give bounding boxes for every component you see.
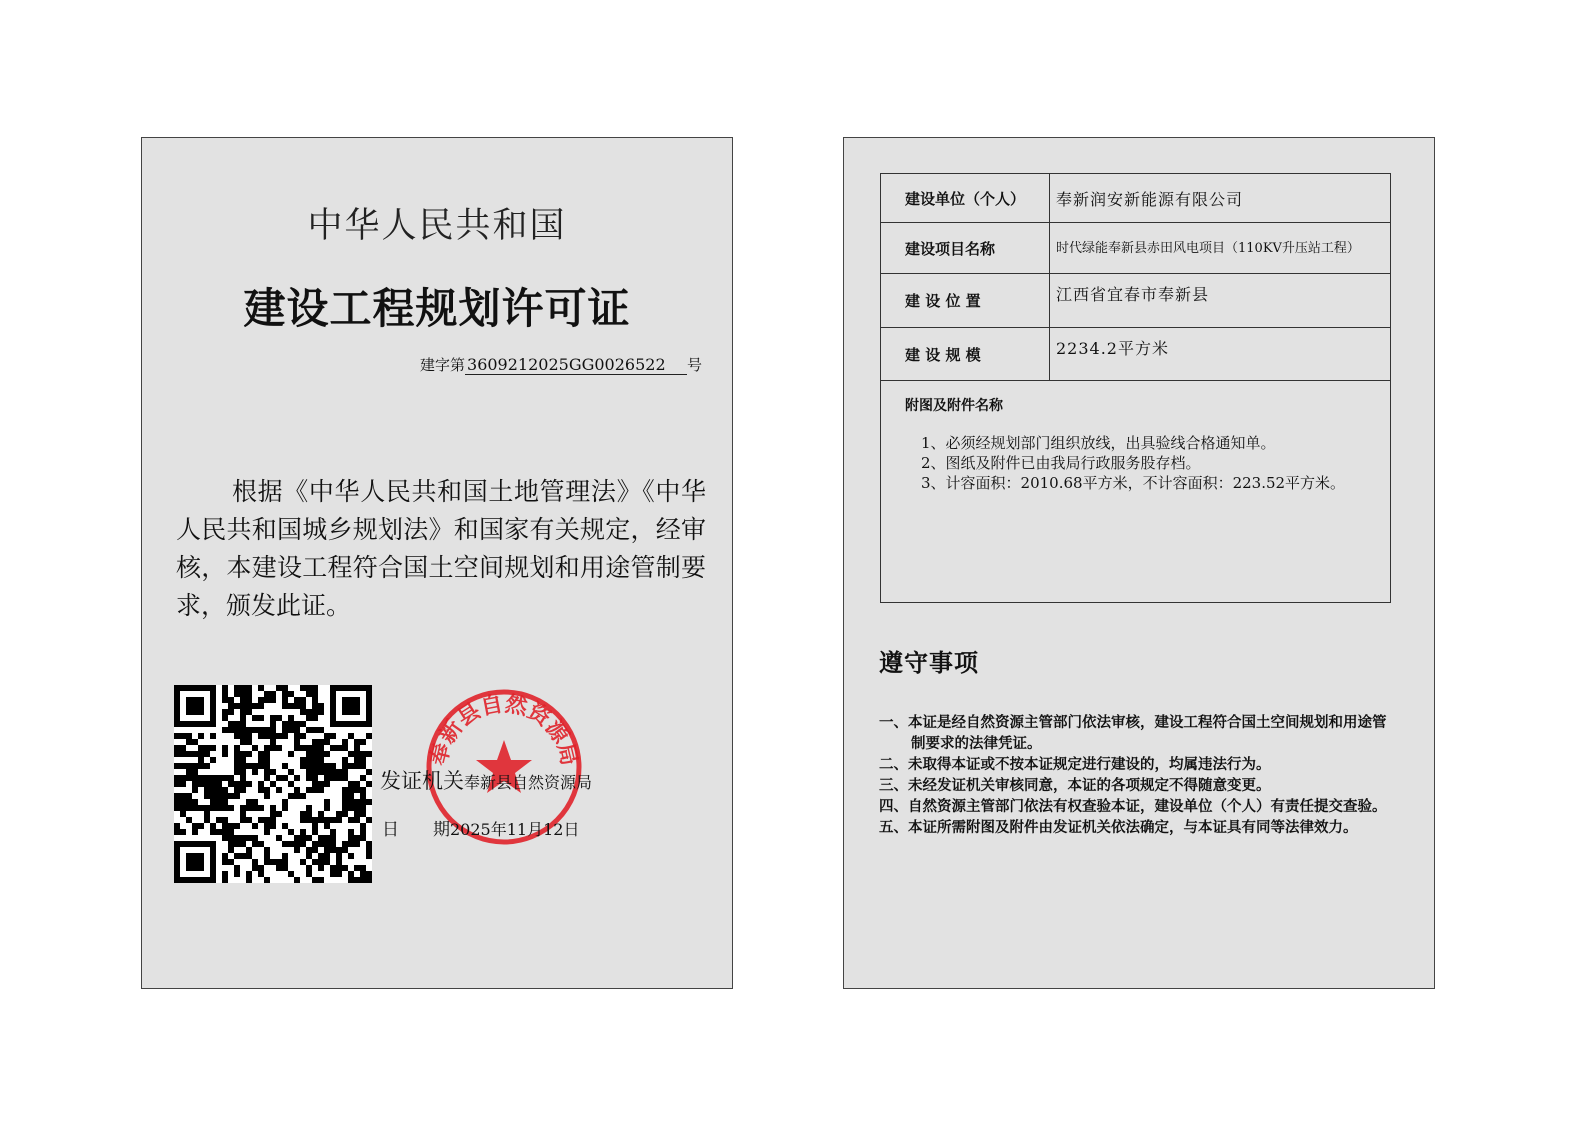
- table-row: [881, 174, 1391, 223]
- qr-code: [174, 685, 372, 883]
- table-row: [881, 328, 1391, 381]
- list-item: 1、必须经规划部门组织放线，出具验线合格通知单。: [921, 434, 1276, 452]
- attachments-cell: [881, 381, 1391, 603]
- date-value: 2025年11月12日: [450, 820, 580, 839]
- list-item: 二、未取得本证或不按本证规定进行建设的，均属违法行为。: [879, 757, 1271, 773]
- attachments-heading: 附图及附件名称: [905, 398, 1003, 414]
- row-key: 建设项目名称: [881, 223, 1050, 274]
- list-item: 三、未经发证机关审核同意，本证的各项规定不得随意变更。: [879, 778, 1271, 794]
- cert-number-prefix: 建字第: [420, 356, 466, 374]
- notice-heading: 遵守事项: [879, 649, 979, 677]
- certificate-front-page: [141, 137, 733, 989]
- project-info-table: [880, 173, 1391, 603]
- cert-number-value: 3609212025GG0026522: [465, 355, 687, 375]
- issuer-label: 发证机关: [380, 769, 464, 793]
- certificate-details-page: [843, 137, 1435, 989]
- table-row: [881, 223, 1391, 274]
- row-value: 时代绿能奉新县赤田风电项目（110KV升压站工程）: [1050, 223, 1391, 274]
- row-value: 江西省宜春市奉新县: [1050, 274, 1391, 328]
- row-value: 奉新润安新能源有限公司: [1050, 174, 1391, 223]
- date-row: [382, 815, 579, 840]
- list-item: 3、计容面积：2010.68平方米，不计容面积：223.52平方米。: [921, 474, 1346, 492]
- notice-list: [879, 713, 1399, 839]
- certificate-number: [420, 354, 702, 375]
- list-item: 四、自然资源主管部门依法有权查验本证，建设单位（个人）有责任提交查验。: [879, 799, 1387, 815]
- attachments-list: [905, 433, 1380, 493]
- table-row: [881, 274, 1391, 328]
- list-item: 2、图纸及附件已由我局行政服务股存档。: [921, 454, 1201, 472]
- certificate-title: 建设工程规划许可证: [243, 284, 631, 333]
- row-key: 建设单位（个人）: [881, 174, 1050, 223]
- list-item: 一、本证是经自然资源主管部门依法审核，建设工程符合国土空间规划和用途管制要求的法律凭证。: [879, 715, 1387, 752]
- row-value: 2234.2平方米: [1050, 328, 1391, 381]
- row-key: 建 设 规 模: [881, 328, 1050, 381]
- legal-basis-text: 根据《中华人民共和国土地管理法》《中华人民共和国城乡规划法》和国家有关规定，经审核，本建设工程符合国土空间规划和用途管制要求，颁发此证。: [176, 477, 706, 620]
- issuer-value: 奉新县自然资源局: [464, 773, 593, 792]
- list-item: 五、本证所需附图及附件由发证机关依法确定，与本证具有同等法律效力。: [879, 820, 1358, 836]
- issuer-row: [380, 765, 592, 795]
- country-title: 中华人民共和国: [307, 206, 567, 246]
- svg-text:奉新县自然资源局: 奉新县自然资源局: [426, 691, 582, 769]
- row-key: 建 设 位 置: [881, 274, 1050, 328]
- table-row: [881, 381, 1391, 603]
- date-label: 日 期: [382, 820, 450, 840]
- cert-number-suffix: 号: [687, 356, 703, 374]
